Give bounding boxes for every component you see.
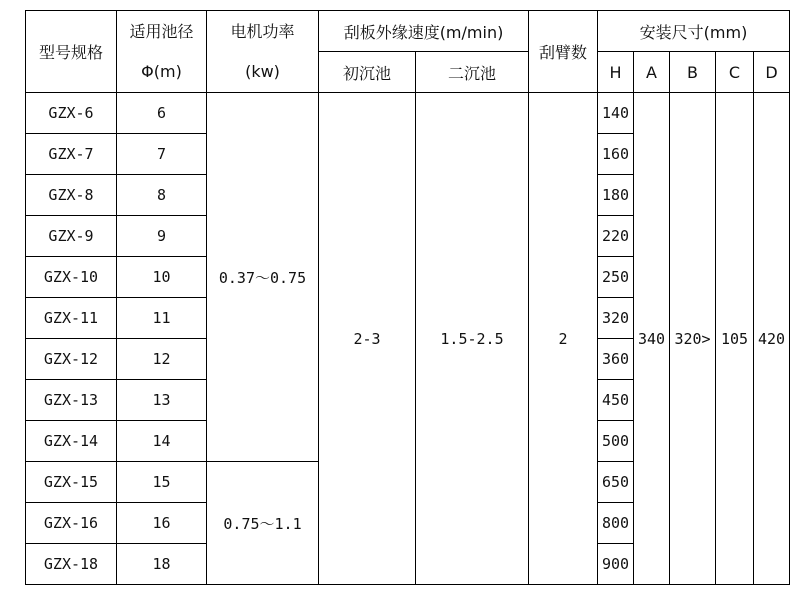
header-arms: 刮臂数: [529, 11, 598, 93]
header-speed-secondary: 二沉池: [416, 52, 529, 93]
cell-diameter: 8: [117, 175, 207, 216]
cell-diameter: 16: [117, 503, 207, 544]
cell-B: 320>: [670, 93, 716, 585]
cell-H: 220: [598, 216, 634, 257]
cell-H: 320: [598, 298, 634, 339]
cell-H: 650: [598, 462, 634, 503]
cell-H: 500: [598, 421, 634, 462]
cell-D: 420: [754, 93, 790, 585]
header-power-line1: 电机功率: [230, 21, 295, 41]
cell-speed-primary: 2-3: [319, 93, 416, 585]
cell-model: GZX-16: [26, 503, 117, 544]
cell-H: 800: [598, 503, 634, 544]
cell-C: 105: [716, 93, 754, 585]
cell-power-small: 0.37～0.75: [207, 93, 319, 462]
cell-diameter: 14: [117, 421, 207, 462]
header-D: D: [754, 52, 790, 93]
cell-diameter: 6: [117, 93, 207, 134]
header-power: [207, 11, 319, 93]
cell-H: 180: [598, 175, 634, 216]
cell-model: GZX-10: [26, 257, 117, 298]
cell-model: GZX-6: [26, 93, 117, 134]
cell-speed-secondary: 1.5-2.5: [416, 93, 529, 585]
cell-model: GZX-7: [26, 134, 117, 175]
cell-model: GZX-15: [26, 462, 117, 503]
header-diameter-line1: 适用池径: [129, 21, 194, 41]
cell-diameter: 13: [117, 380, 207, 421]
cell-H: 450: [598, 380, 634, 421]
cell-H: 900: [598, 544, 634, 585]
cell-arms: 2: [529, 93, 598, 585]
header-diameter-line2: Φ(m): [141, 61, 182, 81]
header-B: B: [670, 52, 716, 93]
header-A: A: [634, 52, 670, 93]
cell-model: GZX-13: [26, 380, 117, 421]
cell-diameter: 11: [117, 298, 207, 339]
header-model: 型号规格: [26, 11, 117, 93]
header-speed-primary: 初沉池: [319, 52, 416, 93]
header-row-1: [26, 11, 790, 52]
header-H: H: [598, 52, 634, 93]
cell-model: GZX-11: [26, 298, 117, 339]
cell-diameter: 10: [117, 257, 207, 298]
cell-diameter: 18: [117, 544, 207, 585]
header-C: C: [716, 52, 754, 93]
cell-H: 360: [598, 339, 634, 380]
cell-model: GZX-18: [26, 544, 117, 585]
cell-A: 340: [634, 93, 670, 585]
table-row: [26, 93, 790, 134]
cell-H: 140: [598, 93, 634, 134]
cell-model: GZX-8: [26, 175, 117, 216]
header-install: 安装尺寸(mm): [598, 11, 790, 52]
header-diameter: [117, 11, 207, 93]
cell-diameter: 7: [117, 134, 207, 175]
cell-diameter: 9: [117, 216, 207, 257]
cell-diameter: 12: [117, 339, 207, 380]
header-speed: 刮板外缘速度(m/min): [319, 11, 529, 52]
cell-H: 250: [598, 257, 634, 298]
spec-table: [25, 10, 790, 585]
cell-power-large: 0.75～1.1: [207, 462, 319, 585]
cell-model: GZX-14: [26, 421, 117, 462]
cell-model: GZX-12: [26, 339, 117, 380]
cell-model: GZX-9: [26, 216, 117, 257]
header-power-line2: (kw): [245, 61, 280, 81]
cell-diameter: 15: [117, 462, 207, 503]
cell-H: 160: [598, 134, 634, 175]
